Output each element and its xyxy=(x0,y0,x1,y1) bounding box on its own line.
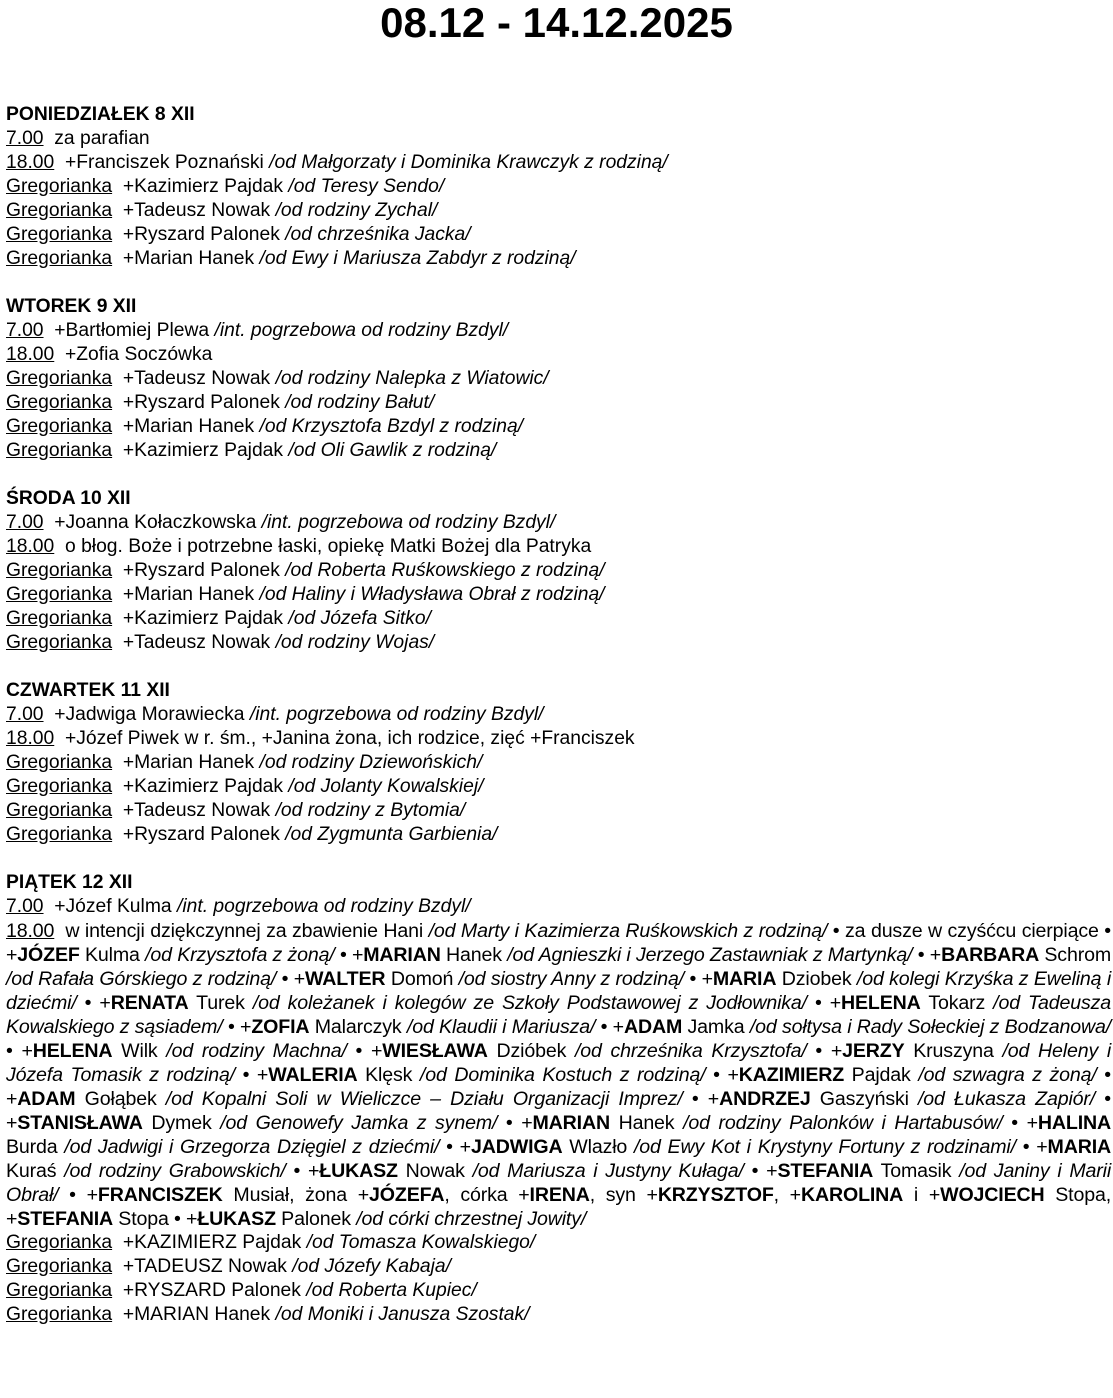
intention: +RYSZARD Palonek xyxy=(122,1280,301,1301)
deceased-name: HALINA xyxy=(1037,1112,1111,1134)
mass-time: 7.00 xyxy=(6,704,44,725)
day-thursday xyxy=(6,679,1111,847)
intention-from: /od Oli Gawlik z rodziną/ xyxy=(288,440,497,461)
mass-entry xyxy=(6,895,1111,919)
mass-entry xyxy=(6,583,1111,607)
deceased-name: WALTER xyxy=(305,968,386,990)
mass-entry xyxy=(6,199,1111,223)
mass-entry xyxy=(6,703,1111,727)
intention: +Ryszard Palonek xyxy=(122,392,280,413)
intention-text: • + xyxy=(497,1112,533,1134)
deceased-name: HELENA xyxy=(841,992,921,1014)
intention-from: /od Józefa Sitko/ xyxy=(288,608,431,629)
day-title: ŚRODA 10 XII xyxy=(6,488,131,509)
intention-text: Kulma xyxy=(79,944,146,966)
day-title: WTOREK 9 XII xyxy=(6,296,137,317)
mass-time: Gregorianka xyxy=(6,200,113,221)
intention-text: • + xyxy=(595,1016,624,1038)
intention: +Józef Piwek w r. śm., +Janina żona, ich rodzice, zięć +Franciszek xyxy=(64,728,635,749)
mass-entry xyxy=(6,223,1111,247)
deceased-name: ANDRZEJ xyxy=(719,1088,811,1110)
deceased-name: WIESŁAWA xyxy=(382,1040,488,1062)
deceased-name: KRZYSZTOF xyxy=(657,1184,774,1206)
deceased-name: ADAM xyxy=(623,1016,683,1038)
mass-time: 7.00 xyxy=(6,896,44,917)
intention-text: i + xyxy=(903,1184,941,1206)
deceased-name: IRENA xyxy=(529,1184,590,1206)
mass-entry xyxy=(6,367,1111,391)
intention-text: Burda xyxy=(6,1136,65,1158)
intention: +TADEUSZ Nowak xyxy=(122,1256,287,1277)
intention-from: /od Agnieszki i Jerzego Zastawniak z Martynką/ xyxy=(507,944,913,966)
mass-time: Gregorianka xyxy=(6,752,113,773)
intention-text: Pajdak xyxy=(844,1064,919,1086)
intention-text: Gołąbek xyxy=(75,1088,166,1110)
deceased-name: MARIA xyxy=(1047,1136,1111,1158)
intention-from: /od rodziny Wojas/ xyxy=(275,632,435,653)
intention-text: Dymek xyxy=(142,1112,221,1134)
intention-text: Domoń xyxy=(385,968,459,990)
mass-time: 7.00 xyxy=(6,512,44,533)
mass-time: 7.00 xyxy=(6,128,44,149)
intention-from: /od Heleny i Józefa Tomasik z rodziną/ xyxy=(6,1040,1112,1086)
mass-entry xyxy=(6,607,1111,631)
intention-text: Tokarz xyxy=(920,992,994,1014)
mass-time: 7.00 xyxy=(6,320,44,341)
intention-from: /od Marty i Kazimierza Ruśkowskich z rodziną/ xyxy=(428,920,828,942)
intention-text: • + xyxy=(6,1064,1111,1110)
intention-text: • + xyxy=(222,1016,252,1038)
intention-text: w intencji dziękczynnej za zbawienie Hani xyxy=(65,920,429,942)
mass-time: Gregorianka xyxy=(6,392,113,413)
mass-time: Gregorianka xyxy=(6,440,113,461)
intention-from: /od siostry Anny z rodziną/ xyxy=(458,968,685,990)
intention-text: • + xyxy=(6,1088,1111,1134)
mass-entry xyxy=(6,1279,1111,1303)
intention-from: /od Krzysztofa z żoną/ xyxy=(145,944,335,966)
mass-entry xyxy=(6,1303,1111,1327)
intention-text: Kruszyna xyxy=(904,1040,1003,1062)
intention-from: /od Ewy i Mariusza Zabdyr z rodziną/ xyxy=(259,248,576,269)
intention: +Tadeusz Nowak xyxy=(122,800,271,821)
mass-time: Gregorianka xyxy=(6,824,113,845)
intention-text: • + xyxy=(6,1040,33,1062)
mass-entry xyxy=(6,247,1111,271)
intention-from: /od Kopalni Soli w Wieliczce – Działu Organizacji Imprez/ xyxy=(165,1088,683,1110)
deceased-name: WALERIA xyxy=(268,1064,358,1086)
intention-text: Wilk xyxy=(112,1040,167,1062)
deceased-name: STEFANIA xyxy=(777,1160,874,1182)
intention-from: /od sołtysa i Rady Sołeckiej z Bodzanowa/ xyxy=(749,1016,1111,1038)
intention: o błog. Boże i potrzebne łaski, opiekę Matki Bożej dla Patryka xyxy=(64,536,592,557)
mass-entry xyxy=(6,319,1111,343)
intention-text: • + xyxy=(1015,1136,1048,1158)
intention: +Marian Hanek xyxy=(122,752,255,773)
intention: +Kazimierz Pajdak xyxy=(122,176,284,197)
intention-text: Palonek xyxy=(275,1208,357,1230)
intention-text: Stopa • + xyxy=(112,1208,198,1230)
intention-from: /od Mariusza i Justyny Kułaga/ xyxy=(472,1160,744,1182)
mass-time: 18.00 xyxy=(6,920,55,942)
intention-from: /od Tomasza Kowalskiego/ xyxy=(306,1232,536,1253)
intention-from: /od Dominika Kostuch z rodziną/ xyxy=(419,1064,706,1086)
intention-from: /od Roberta Kupiec/ xyxy=(306,1280,477,1301)
intention-from: /od szwagra z żoną/ xyxy=(918,1064,1097,1086)
intention-from: /od Krzysztofa Bzdyl z rodziną/ xyxy=(259,416,524,437)
intention: +Kazimierz Pajdak xyxy=(122,608,284,629)
intention-text: • + xyxy=(682,1088,720,1110)
deceased-name: JADWIGA xyxy=(470,1136,563,1158)
intention-text: • + xyxy=(684,968,713,990)
day-title: PIĄTEK 12 XII xyxy=(6,872,133,893)
intention: +Bartłomiej Plewa xyxy=(54,320,210,341)
mass-entry xyxy=(6,127,1111,151)
intention: +Marian Hanek xyxy=(122,416,255,437)
intention-text: • + xyxy=(276,968,306,990)
intention-text: Schrom xyxy=(1039,944,1111,966)
mass-time: Gregorianka xyxy=(6,416,113,437)
mass-time: Gregorianka xyxy=(6,800,113,821)
intention-text: Turek xyxy=(188,992,253,1014)
intention-from: /od rodziny Zychal/ xyxy=(275,200,438,221)
mass-time: 18.00 xyxy=(6,728,55,749)
deceased-name: STEFANIA xyxy=(17,1208,113,1230)
mass-time: Gregorianka xyxy=(6,176,113,197)
intention-from: /od Łukasza Zapiór/ xyxy=(918,1088,1096,1110)
mass-entry xyxy=(6,1255,1111,1279)
deceased-name: JÓZEFA xyxy=(369,1184,445,1206)
mass-time: Gregorianka xyxy=(6,632,113,653)
intention-from: /od rodziny Machna/ xyxy=(166,1040,347,1062)
mass-time: Gregorianka xyxy=(6,1280,113,1301)
mass-time: Gregorianka xyxy=(6,248,113,269)
deceased-name: WOJCIECH xyxy=(940,1184,1045,1206)
intention-from: /od rodziny Bałut/ xyxy=(285,392,435,413)
mass-entry xyxy=(6,727,1111,751)
mass-entry xyxy=(6,391,1111,415)
intention-text: • + xyxy=(743,1160,778,1182)
mass-time: Gregorianka xyxy=(6,224,113,245)
intention: za parafian xyxy=(54,128,150,149)
intention-text: • + xyxy=(285,1160,320,1182)
intention-from: /od rodziny Nalepka z Wiatowic/ xyxy=(275,368,549,389)
day-friday xyxy=(6,871,1111,1327)
mass-entry xyxy=(6,559,1111,583)
mass-entry xyxy=(6,823,1111,847)
intention: +Kazimierz Pajdak xyxy=(122,440,284,461)
intention-text: Dziobek xyxy=(776,968,857,990)
deceased-name: ŁUKASZ xyxy=(319,1160,398,1182)
intention: +Zofia Soczówka xyxy=(64,344,213,365)
intention: +Kazimierz Pajdak xyxy=(122,776,284,797)
mass-entry xyxy=(6,439,1111,463)
intention-from: /od Ewy Kot i Krystyny Fortuny z rodzinami/ xyxy=(633,1136,1016,1158)
intention-from: /od Małgorzaty i Dominika Krawczyk z rodziną/ xyxy=(269,152,668,173)
mass-schedule xyxy=(6,103,1111,1351)
mass-entry xyxy=(6,415,1111,439)
day-monday xyxy=(6,103,1111,271)
intention-text: • + xyxy=(76,992,111,1014)
intention-text: Nowak xyxy=(397,1160,473,1182)
deceased-name: MARIA xyxy=(712,968,777,990)
deceased-name: BARBARA xyxy=(941,944,1040,966)
deceased-name: KAZIMIERZ xyxy=(738,1064,845,1086)
mass-time: Gregorianka xyxy=(6,1232,113,1253)
deceased-name: JÓZEF xyxy=(17,944,80,966)
intention-from: /od koleżanek i kolegów ze Szkoły Podstawowej z Jodłownika/ xyxy=(252,992,807,1014)
intention-from: /od rodziny Dziewońskich/ xyxy=(259,752,483,773)
intention-text: Hanek xyxy=(609,1112,684,1134)
intention-text: Gaszyński xyxy=(810,1088,919,1110)
intention-text: • + xyxy=(1002,1112,1038,1134)
collective-intentions xyxy=(6,919,1111,1231)
mass-entry xyxy=(6,511,1111,535)
intention: +MARIAN Hanek xyxy=(122,1304,271,1325)
day-title: CZWARTEK 11 XII xyxy=(6,680,170,701)
intention: +Tadeusz Nowak xyxy=(122,200,271,221)
intention-text: • za dusze w czyśćcu cierpiące • + xyxy=(6,920,1111,966)
deceased-name: JERZY xyxy=(842,1040,905,1062)
intention-text: , córka + xyxy=(444,1184,530,1206)
deceased-name: ZOFIA xyxy=(251,1016,310,1038)
intention: +Józef Kulma xyxy=(54,896,172,917)
intention-from: /od Tadeusza Kowalskiego z sąsiadem/ xyxy=(6,992,1112,1038)
mass-time: 18.00 xyxy=(6,152,55,173)
day-wednesday xyxy=(6,487,1111,655)
intention: +Marian Hanek xyxy=(122,248,255,269)
day-tuesday xyxy=(6,295,1111,463)
intention-text: • + xyxy=(439,1136,471,1158)
intention-text: Kuraś xyxy=(6,1160,65,1182)
mass-entry xyxy=(6,775,1111,799)
intention-from: /od Janiny i Marii Obrał/ xyxy=(6,1160,1112,1206)
intention-from: /int. pogrzebowa od rodziny Bzdyl/ xyxy=(261,512,556,533)
day-title: PONIEDZIAŁEK 8 XII xyxy=(6,104,195,125)
intention-from: /od rodziny Grabowskich/ xyxy=(64,1160,286,1182)
intention-from: /od Józefy Kabaja/ xyxy=(292,1256,451,1277)
intention: +Jadwiga Morawiecka xyxy=(54,704,245,725)
intention: +Ryszard Palonek xyxy=(122,560,280,581)
deceased-name: HELENA xyxy=(32,1040,113,1062)
intention-text: Hanek xyxy=(440,944,508,966)
intention-text: Wlazło xyxy=(562,1136,634,1158)
intention-text: , + xyxy=(773,1184,801,1206)
intention-text: Klęsk xyxy=(357,1064,420,1086)
intention-from: /int. pogrzebowa od rodziny Bzdyl/ xyxy=(249,704,544,725)
intention: +Tadeusz Nowak xyxy=(122,368,271,389)
mass-entry xyxy=(6,1231,1111,1255)
deceased-name: ADAM xyxy=(17,1088,76,1110)
intention-text: • + xyxy=(806,992,842,1014)
intention-from: /int. pogrzebowa od rodziny Bzdyl/ xyxy=(214,320,509,341)
mass-time: Gregorianka xyxy=(6,776,113,797)
mass-entry xyxy=(6,535,1111,559)
intention-from: /od Haliny i Władysława Obrał z rodziną/ xyxy=(259,584,605,605)
mass-time: 18.00 xyxy=(6,344,55,365)
intention-text: , syn + xyxy=(589,1184,658,1206)
mass-entry xyxy=(6,751,1111,775)
mass-time: Gregorianka xyxy=(6,608,113,629)
mass-time: Gregorianka xyxy=(6,368,113,389)
intention-text: Jamka xyxy=(682,1016,750,1038)
intention-text: Dzióbek xyxy=(487,1040,575,1062)
deceased-name: MARIAN xyxy=(532,1112,610,1134)
intention-text: • + xyxy=(346,1040,383,1062)
intention-from: /od Zygmunta Garbienia/ xyxy=(285,824,498,845)
intention: +KAZIMIERZ Pajdak xyxy=(122,1232,302,1253)
intention-from: /od Rafała Górskiego z rodziną/ xyxy=(6,968,277,990)
mass-entry xyxy=(6,151,1111,175)
intention-from: /od rodziny z Bytomia/ xyxy=(275,800,466,821)
intention: +Franciszek Poznański xyxy=(64,152,264,173)
intention-text: • + xyxy=(235,1064,269,1086)
intention-text: Stopa, + xyxy=(6,1184,1111,1230)
intention-text: • + xyxy=(334,944,364,966)
intention-from: /od chrześnika Krzysztofa/ xyxy=(574,1040,807,1062)
intention-text: • + xyxy=(58,1184,98,1206)
intention-from: /od Klaudii i Mariusza/ xyxy=(406,1016,596,1038)
deceased-name: MARIAN xyxy=(363,944,441,966)
mass-entry xyxy=(6,799,1111,823)
intention: +Ryszard Palonek xyxy=(122,824,280,845)
deceased-name: ŁUKASZ xyxy=(197,1208,276,1230)
intention-from: /od Genowefy Jamka z synem/ xyxy=(220,1112,498,1134)
intention-text: Tomasik xyxy=(873,1160,960,1182)
mass-time: Gregorianka xyxy=(6,1304,113,1325)
intention-text: • + xyxy=(705,1064,739,1086)
intention-from: /od Jolanty Kowalskiej/ xyxy=(288,776,484,797)
mass-entry xyxy=(6,631,1111,655)
mass-time: Gregorianka xyxy=(6,584,113,605)
page-title: 08.12 - 14.12.2025 xyxy=(380,0,733,46)
intention-from: /od córki chrzestnej Jowity/ xyxy=(356,1208,587,1230)
intention-text: Musiał, żona + xyxy=(222,1184,370,1206)
deceased-name: KAROLINA xyxy=(800,1184,904,1206)
intention-text: • + xyxy=(806,1040,843,1062)
intention-from: /od rodziny Palonków i Hartabusów/ xyxy=(683,1112,1003,1134)
intention: +Marian Hanek xyxy=(122,584,255,605)
intention-from: /od Jadwigi i Grzegorza Dzięgiel z dziećmi/ xyxy=(64,1136,440,1158)
mass-time: Gregorianka xyxy=(6,1256,113,1277)
intention-from: /od kolegi Krzyśka z Eweliną i dziećmi/ xyxy=(6,968,1112,1014)
intention-from: /od chrześnika Jacka/ xyxy=(285,224,471,245)
deceased-name: STANISŁAWA xyxy=(17,1112,143,1134)
intention: +Ryszard Palonek xyxy=(122,224,280,245)
intention: +Joanna Kołaczkowska xyxy=(54,512,257,533)
intention-text: • + xyxy=(912,944,942,966)
intention-from: /od Moniki i Janusza Szostak/ xyxy=(275,1304,530,1325)
intention: +Tadeusz Nowak xyxy=(122,632,271,653)
intention-from: /od Roberta Ruśkowskiego z rodziną/ xyxy=(285,560,605,581)
intention-from: /od Teresy Sendo/ xyxy=(288,176,445,197)
deceased-name: FRANCISZEK xyxy=(97,1184,223,1206)
mass-entry xyxy=(6,343,1111,367)
mass-time: 18.00 xyxy=(6,536,55,557)
deceased-name: RENATA xyxy=(110,992,189,1014)
intention-from: /int. pogrzebowa od rodziny Bzdyl/ xyxy=(176,896,471,917)
mass-entry xyxy=(6,175,1111,199)
intention-text: Malarczyk xyxy=(309,1016,407,1038)
mass-time: Gregorianka xyxy=(6,560,113,581)
